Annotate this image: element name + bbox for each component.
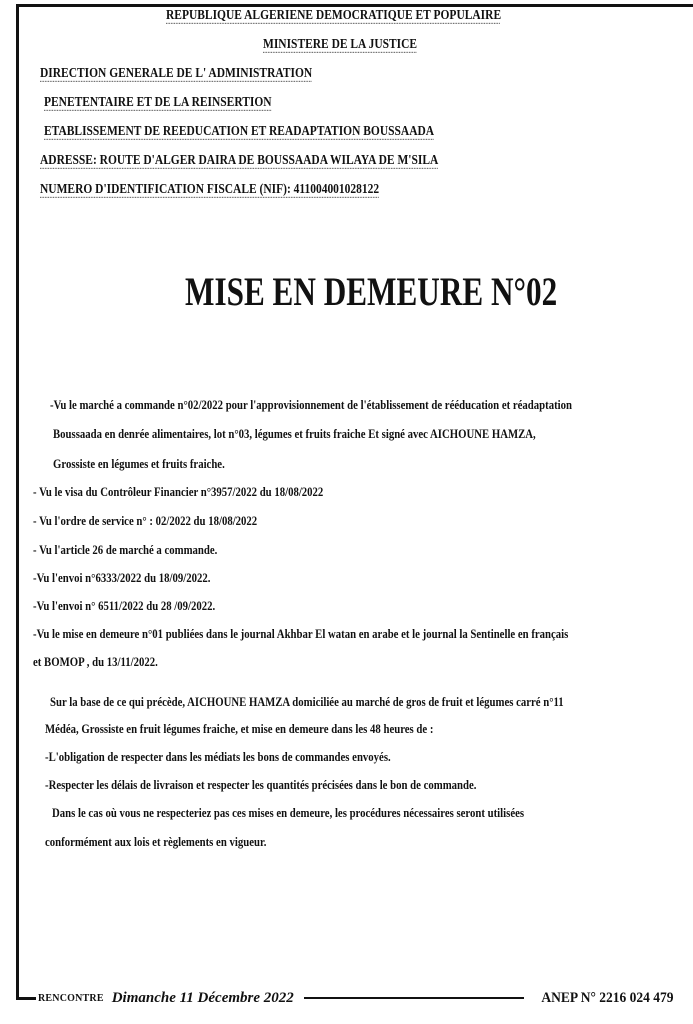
body-line: Sur la base de ce qui précède, AICHOUNE HAMZA domiciliée au marché de gros de fruit et légumes carré n°11 <box>50 695 564 709</box>
body-line: -Vu l'envoi n° 6511/2022 du 28 /09/2022. <box>33 599 216 613</box>
body-line: - Vu l'article 26 de marché a commande. <box>33 543 218 557</box>
body-line: Boussaada en denrée alimentaires, lot n°03, légumes et fruits fraiche Et signé avec AICHOUNE HAMZA, <box>53 427 536 441</box>
body-line: -L'obligation de respecter dans les médiats les bons de commandes envoyés. <box>45 750 391 764</box>
establishment-line: ETABLISSEMENT DE REEDUCATION ET READAPTATION BOUSSAADA <box>44 124 435 139</box>
page-border-left <box>16 4 19 1000</box>
direction-line-1: DIRECTION GENERALE DE L' ADMINISTRATION <box>40 66 313 81</box>
newspaper-footer <box>38 986 693 1010</box>
page-border-top <box>17 4 693 7</box>
body-line: - Vu le visa du Contrôleur Financier n°3957/2022 du 18/08/2022 <box>33 485 324 499</box>
publication-date: Dimanche 11 Décembre 2022 <box>111 989 294 1006</box>
body-line: conformément aux lois et règlements en vigueur. <box>45 835 267 849</box>
body-line: et BOMOP , du 13/11/2022. <box>33 655 158 669</box>
anep-number: ANEP N° 2216 024 479 <box>541 989 674 1006</box>
direction-line-2: PENETENTAIRE ET DE LA REINSERTION <box>44 95 272 110</box>
body-line: Médéa, Grossiste en fruit légumes fraiche, et mise en demeure dans les 48 heures de : <box>45 722 434 736</box>
page-border-foot <box>16 997 36 1000</box>
body-line: -Respecter les délais de livraison et respecter les quantités précisées dans le bon de commande. <box>45 778 477 792</box>
page-title: MISE EN DEMEURE N°02 <box>185 269 558 314</box>
nif-line: NUMERO D'IDENTIFICATION FISCALE (NIF): 411004001028122 <box>40 182 380 197</box>
body-line: Grossiste en légumes et fruits fraiche. <box>53 457 225 471</box>
republic-line: REPUBLIQUE ALGERIENE DEMOCRATIQUE ET POPULAIRE <box>166 8 502 23</box>
ministry-line: MINISTERE DE LA JUSTICE <box>263 37 418 52</box>
body-line: -Vu le mise en demeure n°01 publiées dans le journal Akhbar El watan en arabe et le journal la Sentinelle en français <box>33 627 569 641</box>
newspaper-name: RENCONTRE <box>38 992 104 1004</box>
footer-rule <box>304 997 524 999</box>
body-line: -Vu l'envoi n°6333/2022 du 18/09/2022. <box>33 571 211 585</box>
body-line: Dans le cas où vous ne respecteriez pas ces mises en demeure, les procédures nécessaires seront utilisées <box>52 806 525 820</box>
address-line: ADRESSE: ROUTE D'ALGER DAIRA DE BOUSSAADA WILAYA DE M'SILA <box>40 153 439 168</box>
body-line: -Vu le marché a commande n°02/2022 pour l'approvisionnement de l'établissement de rééducation et réadaptation <box>50 398 572 412</box>
body-line: - Vu l'ordre de service n° : 02/2022 du 18/08/2022 <box>33 514 258 528</box>
